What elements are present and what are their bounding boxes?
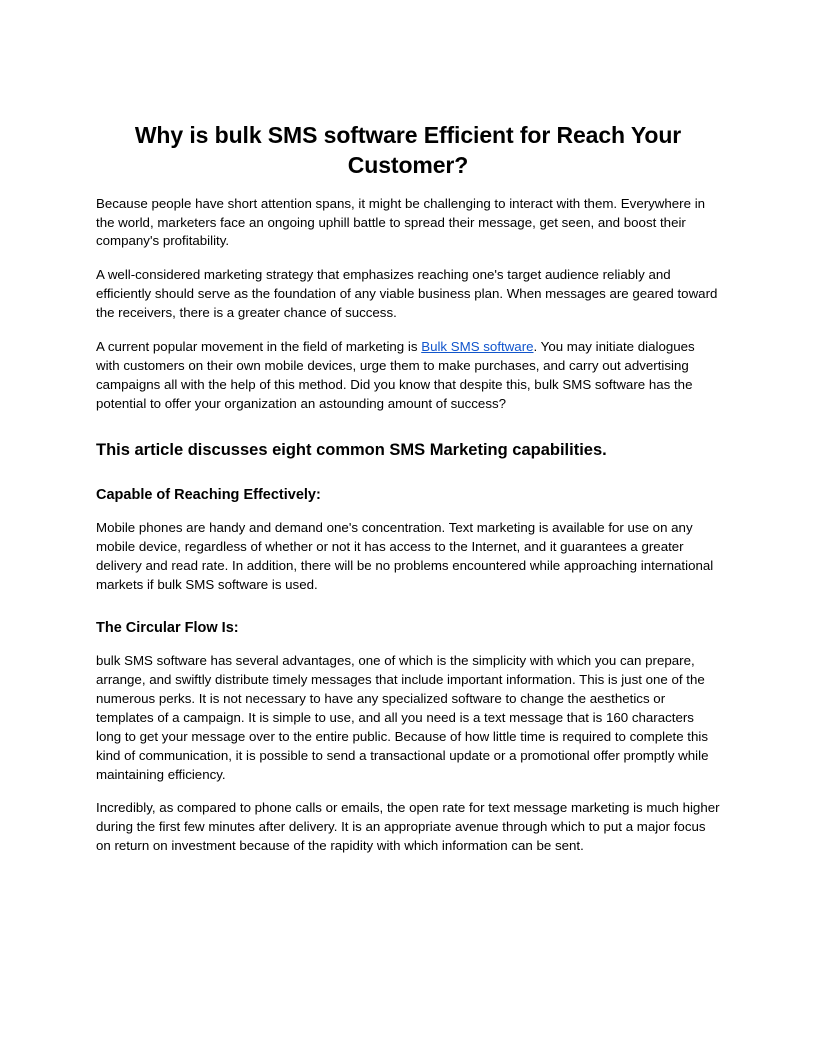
paragraph-3-text-before-link: A current popular movement in the field of marketing is <box>96 338 422 354</box>
subsection-heading-circular-flow: The Circular Flow Is: <box>96 619 239 636</box>
paragraph-circular-flow-1: bulk SMS software has several advantages, one of which is the simplicity with which you can prepare, arrange, and swiftly distribute timely messages that include important information. This is just one of the numerous perks. It is not necessary to have any specialized software to change the aesthetics or templates of a campaign. It is simple to use, and all you need is a text message that is 160 characters long to get your message over to the entire public. Because of how little time is required to complete this kind of communication, it is possible to send a transactional update or a promotional offer promptly while maintaining efficiency. <box>96 653 709 782</box>
paragraph-intro-2: A well-considered marketing strategy that emphasizes reaching one's target audience reliably and efficiently should serve as the foundation of any viable business plan. When messages are geared toward the receivers, there is a greater chance of success. <box>96 267 718 321</box>
bulk-sms-software-link[interactable]: Bulk SMS software <box>421 338 534 354</box>
page-title: Why is bulk SMS software Efficient for Reach Your Customer? <box>134 122 682 179</box>
paragraph-reaching-effectively: Mobile phones are handy and demand one's concentration. Text marketing is available for use on any mobile device, regardless of whether or not it has access to the Internet, and it guarantees a greater delivery and read rate. In addition, there will be no problems encountered while approaching international markets if bulk SMS software is used. <box>96 520 714 592</box>
section-heading: This article discusses eight common SMS Marketing capabilities. <box>96 441 607 460</box>
subsection-heading-reaching-effectively: Capable of Reaching Effectively: <box>96 486 321 503</box>
paragraph-intro-3 <box>96 338 720 414</box>
paragraph-intro-1: Because people have short attention spans, it might be challenging to interact with them. Everywhere in the world, marketers face an ongoing uphill battle to spread their message, get seen, and boost their company's profitability. <box>96 195 706 249</box>
paragraph-3-text-after-link: . You may initiate dialogues with customers on their own mobile devices, urge them to make purchases, and carry out advertising campaigns all with the help of this method. Did you know that despite this, bulk SMS software has the potential to offer your organization an astounding amount of success? <box>96 338 695 411</box>
paragraph-circular-flow-2: Incredibly, as compared to phone calls or emails, the open rate for text message marketing is much higher during the first few minutes after delivery. It is an appropriate avenue through which to put a major focus on return on investment because of the rapidity with which information can be sent. <box>96 800 720 854</box>
